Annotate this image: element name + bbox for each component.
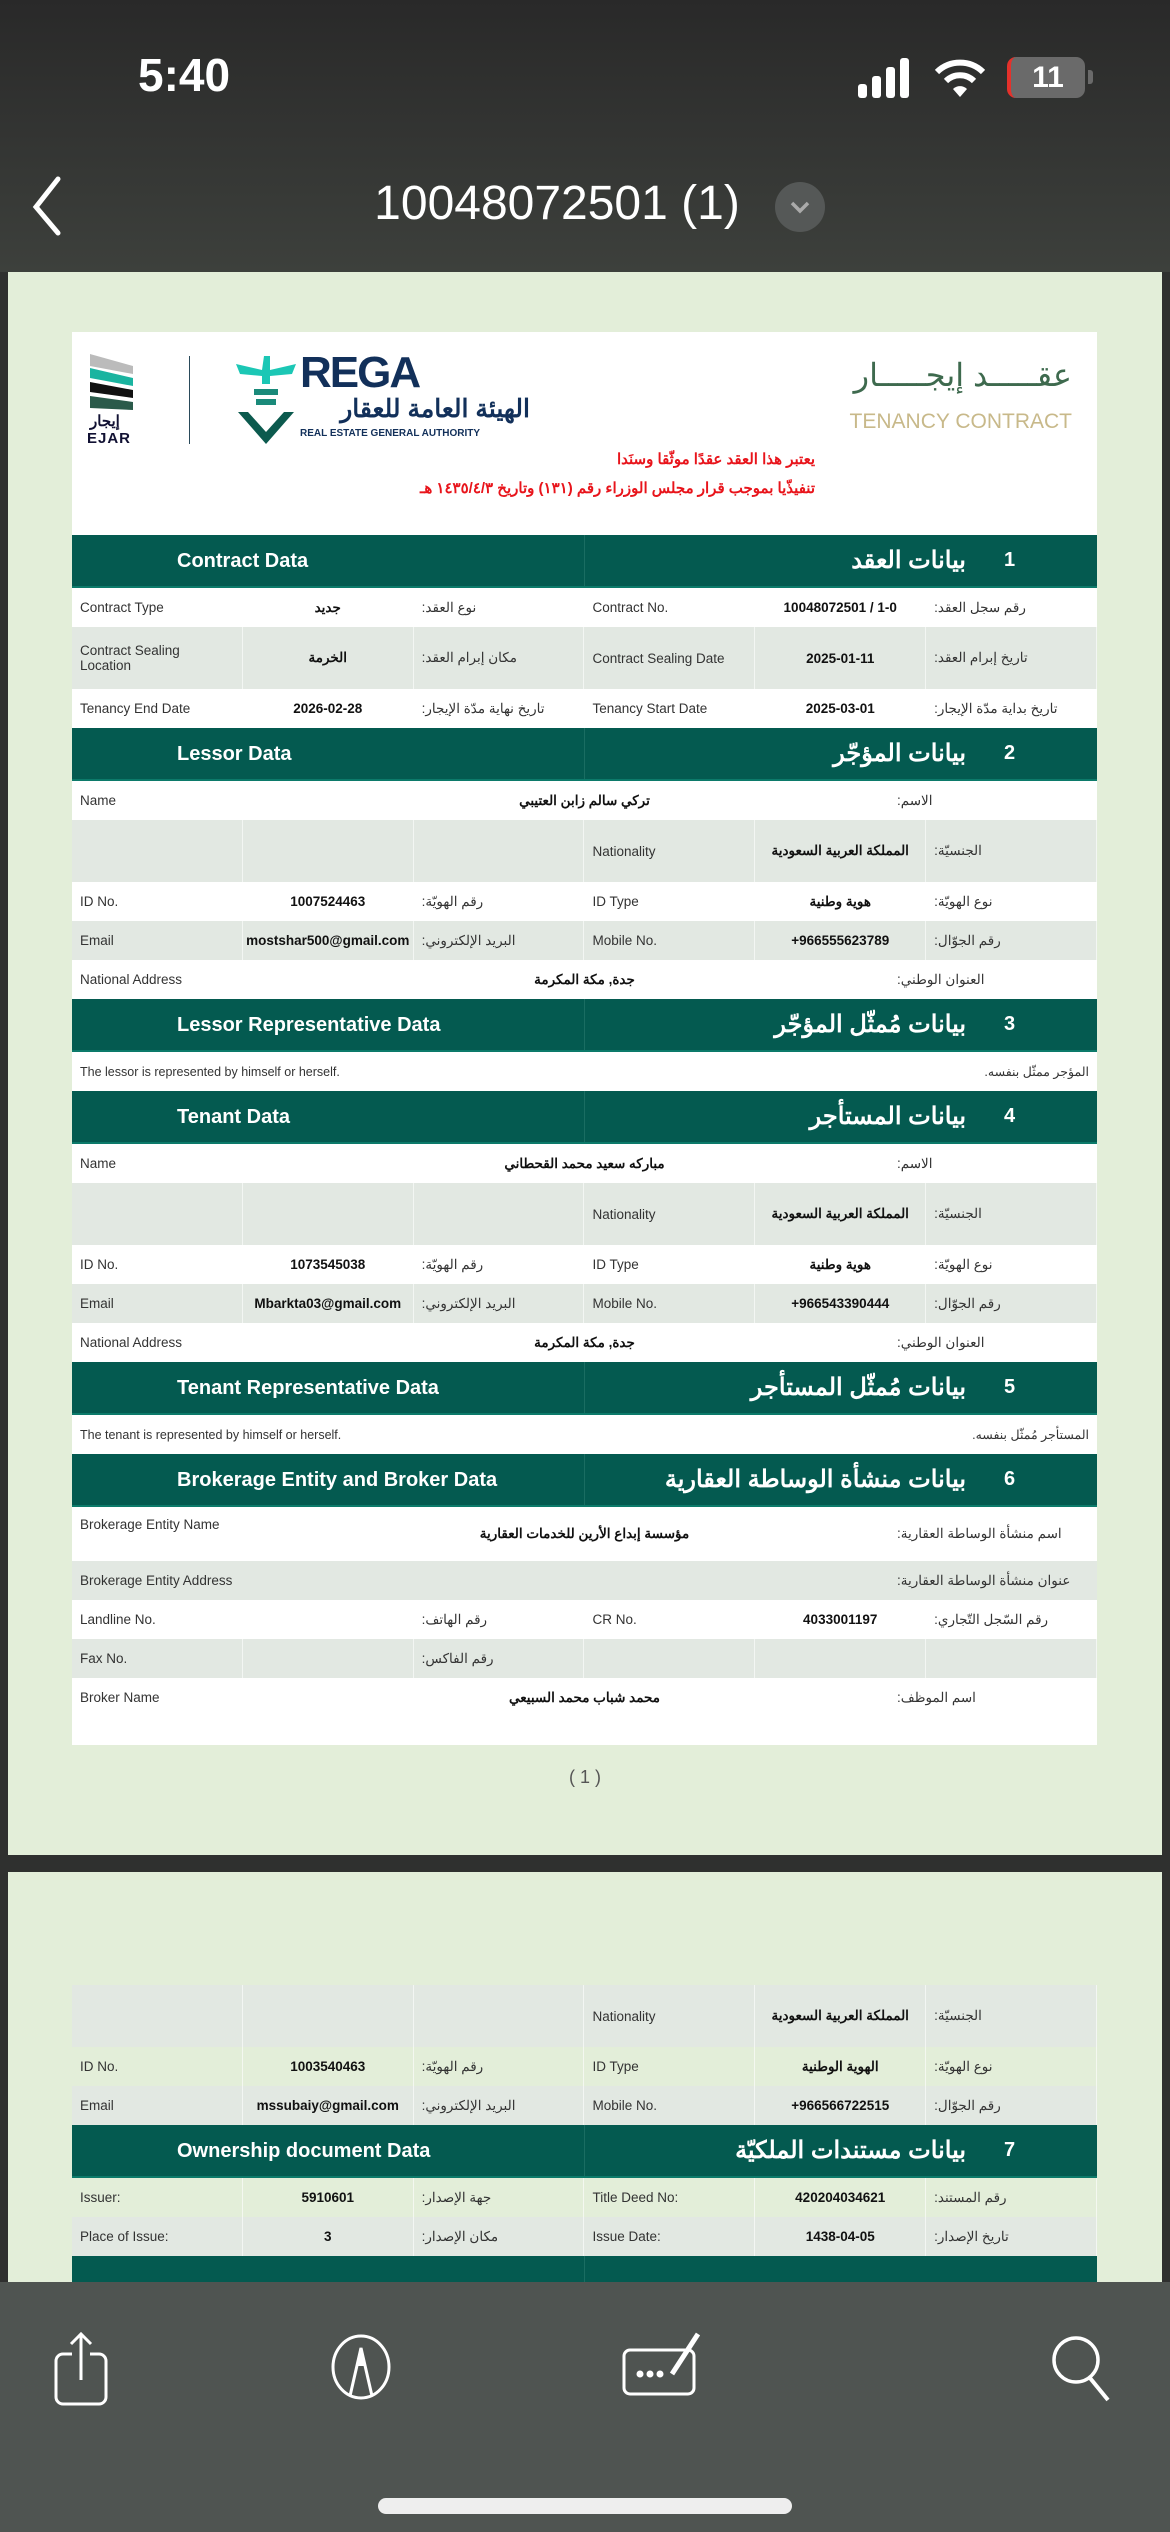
field-value: 420204034621 (755, 2178, 926, 2217)
section-header (72, 1362, 1097, 1415)
field-value: 1003540463 (243, 2047, 414, 2086)
status-time: 5:40 (138, 49, 231, 101)
ejar-logo-ar: إيجار (90, 413, 120, 430)
field-value: 10048072501 / 1-0 (755, 588, 926, 627)
table-row (72, 1561, 1097, 1600)
document-header (72, 332, 1097, 535)
contract-sections-page-2 (72, 1985, 1097, 2309)
section-title-en: Tenant Representative Data (72, 1362, 585, 1413)
field-label-ar: العنوان الوطني: (897, 1334, 985, 1350)
field-label-ar: رقم الهويّة: (414, 2047, 585, 2086)
statement-ar: المستأجر مُمثّل بنفسه. (972, 1428, 1089, 1442)
field-label-ar (414, 820, 585, 882)
section-header (72, 1454, 1097, 1507)
text-row (72, 1415, 1097, 1454)
field-label-en: Fax No. (72, 1639, 243, 1678)
table-row (72, 1600, 1097, 1639)
field-label-en: Brokerage Entity Name (80, 1517, 220, 1532)
home-indicator[interactable] (378, 2498, 792, 2514)
field-value: مؤسسة إبداع الأرين للخدمات العقارية (479, 1526, 690, 1541)
text-row (72, 1052, 1097, 1091)
field-label-ar: الجنسيّة: (926, 1183, 1097, 1245)
section-number: 1 (1004, 549, 1016, 571)
field-label-en: Landline No. (72, 1600, 243, 1639)
contract-sections (72, 535, 1097, 1717)
table-row (72, 1639, 1097, 1678)
field-label-en: Contract Type (72, 588, 243, 627)
field-label-en: National Address (80, 1335, 183, 1350)
field-label-en: Nationality (584, 820, 755, 882)
chevron-down-icon (775, 182, 825, 232)
field-label-en: ID Type (584, 2047, 755, 2086)
section-title-ar-group (585, 1454, 1098, 1505)
field-label-ar: اسم منشأة الوساطة العقارية: (897, 1526, 1062, 1541)
field-label-ar: رقم الهويّة: (414, 1245, 585, 1284)
field-label-en: Email (72, 921, 243, 960)
table-row (72, 960, 1097, 999)
field-value: هوية وطنية (755, 1245, 926, 1284)
field-label-ar: البريد الإلكتروني: (414, 2086, 585, 2125)
field-label-ar: اسم الموظف: (897, 1689, 976, 1705)
rega-name-ar: الهيئة العامة للعقار (340, 395, 530, 423)
field-label-ar: الجنسيّة: (926, 1985, 1097, 2047)
field-label-en: Mobile No. (584, 921, 755, 960)
field-label-ar: مكان إبرام العقد: (414, 627, 585, 689)
table-row (72, 1245, 1097, 1284)
statement-ar: المؤجر ممثّل بنفسه. (984, 1065, 1089, 1079)
section-header (72, 2125, 1097, 2178)
field-value: مباركه سعيد محمد القحطاني (504, 1155, 665, 1171)
field-value (243, 820, 414, 882)
table-row (72, 2217, 1097, 2256)
section-title-en: Tenant Data (72, 1091, 585, 1142)
section-header (72, 999, 1097, 1052)
field-label-en: Broker Name (80, 1690, 160, 1705)
battery-nub (1088, 70, 1093, 84)
table-row (72, 2178, 1097, 2217)
field-label-en: Nationality (584, 1985, 755, 2047)
pdf-page-1 (8, 272, 1162, 1855)
section-title-ar: بيانات مُمثّل المستأجر (750, 1374, 966, 1401)
field-value (243, 1985, 414, 2047)
field-label-en (72, 1985, 243, 2047)
share-icon[interactable] (52, 2330, 112, 2410)
field-label-ar: رقم الهويّة: (414, 882, 585, 921)
table-row (72, 627, 1097, 689)
rega-logo-text: REGA (300, 348, 420, 397)
logo-divider (189, 356, 190, 444)
section-title-en: Contract Data (72, 535, 585, 586)
field-value (243, 1600, 414, 1639)
table-row (72, 1323, 1097, 1362)
field-label-ar: تاريخ الإصدار: (926, 2217, 1097, 2256)
field-label-en: Issuer: (72, 2178, 243, 2217)
field-value: الخرمة (243, 627, 414, 689)
field-label-ar: الجنسيّة: (926, 820, 1097, 882)
field-value: 1073545038 (243, 1245, 414, 1284)
table-row (72, 820, 1097, 882)
field-value: +966566722515 (755, 2086, 926, 2125)
markup-icon[interactable] (330, 2330, 396, 2404)
field-value: المملكة العربية السعودية (755, 1985, 926, 2047)
section-title-ar: بيانات مستندات الملكيّة (735, 2137, 966, 2164)
ejar-logo-icon (87, 352, 142, 412)
field-label-en: Contract Sealing Date (584, 627, 755, 689)
section-title-ar: بيانات المؤجّر (833, 740, 966, 767)
field-label-ar: رقم المستند: (926, 2178, 1097, 2217)
field-value: جدة, مكة المكرمة (534, 971, 635, 987)
field-value: Mbarkta03@gmail.com (243, 1284, 414, 1323)
table-row (72, 588, 1097, 627)
field-label-ar: رقم السّجل التّجاري: (926, 1600, 1097, 1639)
table-row (72, 1678, 1097, 1717)
section-title-en: Lessor Representative Data (72, 999, 585, 1050)
section-title-ar-group (585, 535, 1098, 586)
wifi-icon (935, 58, 985, 98)
field-label-en: ID No. (72, 882, 243, 921)
section-number: 6 (1004, 1468, 1016, 1490)
field-label-ar: رقم الفاكس: (414, 1639, 585, 1678)
section-title-en: Brokerage Entity and Broker Data (72, 1454, 585, 1505)
field-label-ar: رقم الهاتف: (414, 1600, 585, 1639)
field-value: mssubaiy@gmail.com (243, 2086, 414, 2125)
field-label-en: Mobile No. (584, 1284, 755, 1323)
field-label-en: National Address (80, 972, 183, 987)
document-title[interactable]: 10048072501 (1) (374, 177, 740, 230)
search-icon[interactable] (1050, 2330, 1114, 2404)
table-row (72, 1144, 1097, 1183)
statement-en: The tenant is represented by himself or herself. (80, 1427, 342, 1442)
field-label-ar: البريد الإلكتروني: (414, 1284, 585, 1323)
field-label-en: Nationality (584, 1183, 755, 1245)
field-value: 2025-01-11 (755, 627, 926, 689)
field-value: جديد (243, 588, 414, 627)
section-title-en: Ownership document Data (72, 2125, 585, 2176)
section-title-ar-group (585, 728, 1098, 779)
field-value: 4033001197 (755, 1600, 926, 1639)
field-label-ar: رقم الجوّال: (926, 2086, 1097, 2125)
field-value (243, 1639, 414, 1678)
field-value: تركي سالم زابن العتيبي (519, 792, 650, 808)
table-row (72, 1507, 1097, 1561)
field-label-en: Name (80, 793, 117, 808)
section-number: 3 (1004, 1013, 1016, 1035)
field-value: المملكة العربية السعودية (755, 820, 926, 882)
field-label-en: Tenancy Start Date (584, 689, 755, 728)
field-label-ar: نوع الهويّة: (926, 1245, 1097, 1284)
section-title-ar: بيانات العقد (851, 547, 966, 574)
page-number: ( 1 ) (568, 1767, 601, 1787)
statement-en: The lessor is represented by himself or herself. (80, 1064, 340, 1079)
signature-form-icon[interactable] (620, 2330, 700, 2404)
field-value: +966543390444 (755, 1284, 926, 1323)
field-label-en: ID No. (72, 1245, 243, 1284)
section-title-ar: بيانات مُمثّل المؤجّر (774, 1011, 966, 1038)
field-label-ar: العنوان الوطني: (897, 971, 985, 987)
section-number: 2 (1004, 742, 1016, 764)
field-label-ar: مكان الإصدار: (414, 2217, 585, 2256)
field-label-ar: الاسم: (897, 792, 933, 808)
field-label-en: CR No. (584, 1600, 755, 1639)
field-label-en: Issue Date: (584, 2217, 755, 2256)
tenancy-contract-title-en: TENANCY CONTRACT (849, 410, 1072, 433)
field-value (243, 1183, 414, 1245)
rega-name-en: REAL ESTATE GENERAL AUTHORITY (300, 428, 481, 439)
field-label-en: Place of Issue: (72, 2217, 243, 2256)
field-label-ar (926, 1639, 1097, 1678)
field-label-ar (414, 1985, 585, 2047)
notice-line-1: يعتبر هذا العقد عقدًا موثّقا وسنَدا (616, 451, 815, 468)
section-title-ar-group (585, 1362, 1098, 1413)
field-value: 1438-04-05 (755, 2217, 926, 2256)
field-label-ar: نوع الهويّة: (926, 2047, 1097, 2086)
field-value: 2025-03-01 (755, 689, 926, 728)
section-number: 5 (1004, 1376, 1016, 1398)
section-header (72, 1091, 1097, 1144)
section-header (72, 728, 1097, 781)
section-title-ar: بيانات المستأجر (809, 1103, 966, 1130)
field-label-ar (414, 1183, 585, 1245)
field-value: 5910601 (243, 2178, 414, 2217)
field-label-ar: نوع العقد: (414, 588, 585, 627)
field-label-en: Brokerage Entity Address (80, 1573, 233, 1588)
table-row (72, 2047, 1097, 2086)
field-label-en: Name (80, 1156, 117, 1171)
bottom-toolbar (0, 2282, 1170, 2532)
section-number: 4 (1004, 1105, 1016, 1127)
field-value: +966555623789 (755, 921, 926, 960)
section-title-ar-group (585, 1091, 1098, 1142)
table-row (72, 689, 1097, 728)
field-label-ar: الاسم: (897, 1155, 933, 1171)
field-label-en (72, 1183, 243, 1245)
field-value: المملكة العربية السعودية (755, 1183, 926, 1245)
field-label-ar: تاريخ بداية مدّة الإيجار: (926, 689, 1097, 728)
section-title-ar-group (585, 999, 1098, 1050)
field-label-en: Title Deed No: (584, 2178, 755, 2217)
field-value: محمد شباب محمد السبيعي (509, 1689, 660, 1705)
tenancy-contract-title-ar: عقـــــد إيجـــــار (853, 357, 1072, 393)
field-label-en (584, 1639, 755, 1678)
field-value: 2026-02-28 (243, 689, 414, 728)
field-label-en: Email (72, 1284, 243, 1323)
section-number: 7 (1004, 2139, 1016, 2161)
title-menu-button[interactable] (775, 182, 825, 232)
table-row (72, 921, 1097, 960)
contract-document-page-2 (72, 1985, 1097, 2305)
field-label-en: Mobile No. (584, 2086, 755, 2125)
field-label-ar: رقم الجوّال: (926, 1284, 1097, 1323)
field-label-ar: نوع الهويّة: (926, 882, 1097, 921)
rega-emblem-icon (234, 356, 299, 446)
field-label-en: Tenancy End Date (72, 689, 243, 728)
field-value (272, 1561, 897, 1600)
field-label-ar: رقم الجوّال: (926, 921, 1097, 960)
cellular-signal-icon (858, 58, 910, 98)
field-label-en: Contract No. (584, 588, 755, 627)
field-label-ar: البريد الإلكتروني: (414, 921, 585, 960)
field-label-ar: تاريخ إبرام العقد: (926, 627, 1097, 689)
field-value: الهوية الوطنية (755, 2047, 926, 2086)
contract-document (72, 332, 1097, 1745)
field-value: 3 (243, 2217, 414, 2256)
section-header (72, 535, 1097, 588)
notice-line-2: تنفيذّيا بموجب قرار مجلس الوزراء رقم (١٣١) وتاريخ ١٤٣٥/٤/٣ هـ (419, 480, 815, 497)
field-label-en: Contract Sealing Location (72, 627, 243, 689)
field-label-en: ID No. (72, 2047, 243, 2086)
table-row (72, 1284, 1097, 1323)
field-label-ar: عنوان منشأة الوساطة العقارية: (897, 1572, 1071, 1588)
field-label-en: Email (72, 2086, 243, 2125)
field-label-ar: جهة الإصدار: (414, 2178, 585, 2217)
field-label-en: ID Type (584, 1245, 755, 1284)
battery-indicator: 11 (1007, 57, 1085, 98)
field-value (755, 1639, 926, 1678)
top-bar (0, 0, 1170, 272)
field-value: 1007524463 (243, 882, 414, 921)
field-label-ar: تاريخ نهاية مدّة الإيجار: (414, 689, 585, 728)
section-title-en: Lessor Data (72, 728, 585, 779)
ejar-logo-en: EJAR (87, 430, 132, 447)
table-row (72, 882, 1097, 921)
section-title-ar-group (585, 2125, 1098, 2176)
pdf-page-2 (8, 1872, 1162, 2292)
table-row (72, 1183, 1097, 1245)
table-row (72, 1985, 1097, 2047)
field-value: هوية وطنية (755, 882, 926, 921)
field-value: جدة, مكة المكرمة (534, 1334, 635, 1350)
table-row (72, 781, 1097, 820)
field-label-en: ID Type (584, 882, 755, 921)
field-label-ar: رقم سجل العقد: (926, 588, 1097, 627)
field-label-en (72, 820, 243, 882)
section-title-ar: بيانات منشأة الوساطة العقارية (664, 1466, 966, 1493)
field-value: mostshar500@gmail.com (243, 921, 414, 960)
table-row (72, 2086, 1097, 2125)
